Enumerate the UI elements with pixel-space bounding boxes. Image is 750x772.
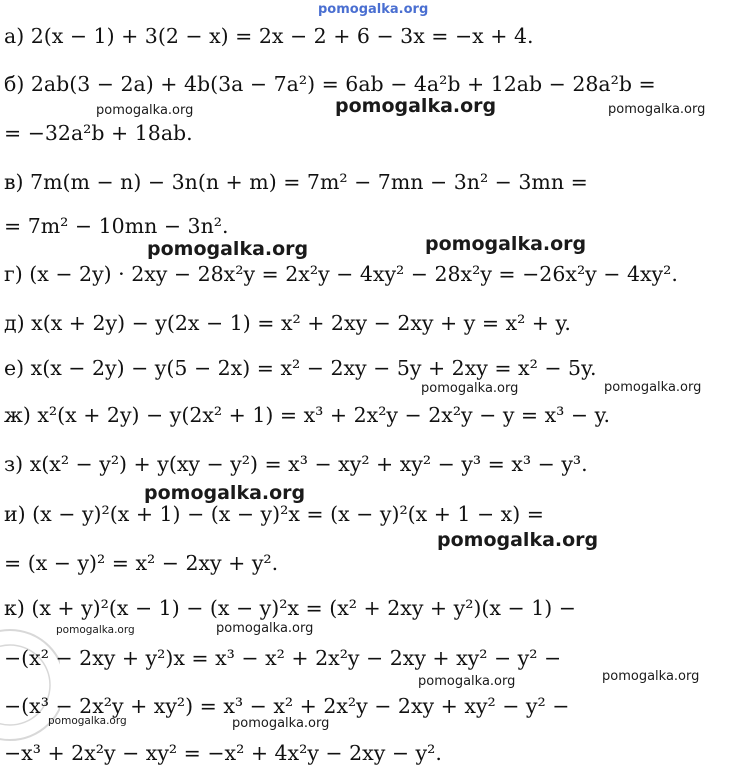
watermark: pomogalka.org bbox=[232, 716, 330, 731]
watermark: pomogalka.org bbox=[147, 238, 309, 260]
solution-line-v-2: = 7m² − 10mn − 3n². bbox=[4, 214, 229, 238]
solution-line-b-2: = −32a²b + 18ab. bbox=[4, 121, 193, 145]
top-watermark: pomogalka.org bbox=[318, 2, 429, 17]
watermark: pomogalka.org bbox=[437, 529, 599, 551]
stamp-watermark-icon bbox=[0, 610, 60, 760]
watermark: pomogalka.org bbox=[48, 715, 127, 727]
solution-line-d: д) x(x + 2y) − y(2x − 1) = x² + 2xy − 2xy + y = x² + y. bbox=[4, 311, 571, 335]
solution-line-b-1: б) 2ab(3 − 2a) + 4b(3a − 7a²) = 6ab − 4a²b + 12ab − 28a²b = bbox=[4, 72, 656, 96]
watermark: pomogalka.org bbox=[602, 669, 700, 684]
watermark: pomogalka.org bbox=[216, 621, 314, 636]
watermark: pomogalka.org bbox=[418, 674, 516, 689]
watermark: pomogalka.org bbox=[335, 95, 497, 117]
solution-line-k-4: −x³ + 2x²y − xy² = −x² + 4x²y − 2xy − y². bbox=[4, 741, 442, 765]
watermark: pomogalka.org bbox=[56, 624, 135, 636]
solution-line-v-1: в) 7m(m − n) − 3n(n + m) = 7m² − 7mn − 3n² − 3mn = bbox=[4, 170, 588, 194]
watermark: pomogalka.org bbox=[144, 482, 306, 504]
solution-line-i-1: и) (x − y)²(x + 1) − (x − y)²x = (x − y)²(x + 1 − x) = bbox=[4, 502, 544, 526]
watermark: pomogalka.org bbox=[425, 233, 587, 255]
solution-line-zh: ж) x²(x + 2y) − y(2x² + 1) = x³ + 2x²y − 2x²y − y = x³ − y. bbox=[4, 403, 610, 427]
solution-line-g: г) (x − 2y) · 2xy − 28x²y = 2x²y − 4xy² − 28x²y = −26x²y − 4xy². bbox=[4, 262, 678, 286]
watermark: pomogalka.org bbox=[604, 380, 702, 395]
watermark: pomogalka.org bbox=[96, 103, 194, 118]
solution-line-k-2: −(x² − 2xy + y²)x = x³ − x² + 2x²y − 2xy + xy² − y² − bbox=[4, 646, 562, 670]
watermark: pomogalka.org bbox=[421, 381, 519, 396]
solution-line-k-1: к) (x + y)²(x − 1) − (x − y)²x = (x² + 2xy + y²)(x − 1) − bbox=[4, 596, 576, 620]
solution-line-e: е) x(x − 2y) − y(5 − 2x) = x² − 2xy − 5y + 2xy = x² − 5y. bbox=[4, 356, 597, 380]
solution-line-k-3: −(x³ − 2x²y + xy²) = x³ − x² + 2x²y − 2xy + xy² − y² − bbox=[4, 694, 570, 718]
solution-line-i-2: = (x − y)² = x² − 2xy + y². bbox=[4, 551, 279, 575]
solution-line-a: а) 2(x − 1) + 3(2 − x) = 2x − 2 + 6 − 3x = −x + 4. bbox=[4, 24, 534, 48]
solution-line-z: з) x(x² − y²) + y(xy − y²) = x³ − xy² + xy² − y³ = x³ − y³. bbox=[4, 452, 588, 476]
watermark: pomogalka.org bbox=[608, 102, 706, 117]
